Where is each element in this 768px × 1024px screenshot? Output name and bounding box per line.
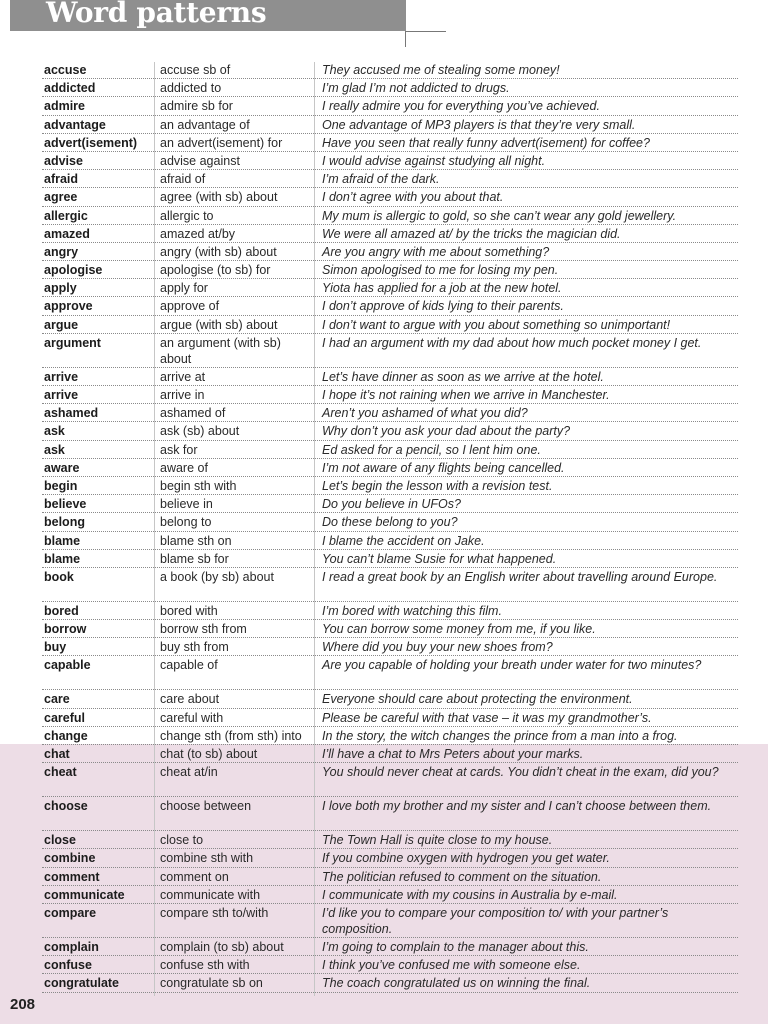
example-sentence: I’m bored with watching this film. (322, 603, 502, 618)
table-row (42, 956, 738, 974)
example-sentence: I’ll have a chat to Mrs Peters about your marks. (322, 747, 584, 761)
pattern: confuse sth with (160, 958, 250, 973)
pattern: complain (to sb) about (160, 939, 284, 954)
pattern: allergic to (160, 208, 214, 223)
example-sentence: I’m not aware of any flights being cancelled. (322, 460, 565, 475)
pattern: borrow sth from (160, 622, 247, 637)
pattern: an argument (with sb) about (160, 335, 281, 366)
table-row (42, 938, 738, 956)
table-row (42, 656, 738, 690)
example-sentence: If you combine oxygen with hydrogen you get water. (322, 851, 610, 866)
headword: bored (44, 603, 79, 618)
table-row (42, 368, 738, 386)
pattern: begin sth with (160, 478, 237, 493)
pattern: apply for (160, 281, 208, 296)
example-sentence: Yiota has applied for a job at the new hotel. (322, 281, 562, 296)
pattern: approve of (160, 299, 220, 314)
headword: combine (44, 851, 96, 866)
table-row (42, 261, 738, 279)
example-sentence: The Town Hall is quite close to my house. (322, 833, 553, 848)
example-sentence: The coach congratulated us on winning the final. (322, 976, 591, 991)
pattern: agree (with sb) about (160, 190, 278, 205)
table-row (42, 207, 738, 225)
example-sentence: Where did you buy your new shoes from? (322, 640, 553, 655)
pattern: change sth (from sth) into (160, 728, 302, 743)
table-row (42, 868, 738, 886)
example-sentence: You can borrow some money from me, if you like. (322, 622, 596, 637)
example-sentence: I had an argument with my dad about how much pocket money I get. (322, 335, 702, 350)
table-row (42, 243, 738, 261)
headword: afraid (44, 172, 79, 187)
table-row (42, 441, 738, 459)
table-row (42, 459, 738, 477)
headword: cheat (44, 765, 77, 780)
pattern: careful with (160, 710, 224, 725)
pattern: an advert(isement) for (160, 135, 283, 150)
example-sentence: I’m glad I’m not addicted to drugs. (322, 81, 510, 96)
pattern: amazed at/by (160, 226, 236, 241)
pattern: choose between (160, 799, 252, 814)
pattern: arrive at (160, 369, 206, 384)
example-sentence: Aren’t you ashamed of what you did? (322, 406, 528, 421)
headword: advise (44, 153, 83, 168)
example-sentence: Let’s have dinner as soon as we arrive at the hotel. (322, 369, 604, 384)
headword: close (44, 833, 76, 848)
pattern: close to (160, 833, 204, 848)
table-row (42, 225, 738, 243)
headword: buy (44, 640, 67, 655)
pattern: a book (by sb) about (160, 569, 274, 584)
headword: confuse (44, 958, 92, 973)
table-row (42, 797, 738, 831)
example-sentence: I read a great book by an English writer about travelling around Europe. (322, 569, 718, 584)
headword: addicted (44, 81, 96, 96)
pattern: angry (with sb) about (160, 244, 277, 259)
example-sentence: I’d like you to compare your composition to/ with your partner’s composition. (322, 905, 669, 936)
pattern: believe in (160, 497, 213, 512)
table-row (42, 532, 738, 550)
table-row (42, 495, 738, 513)
example-sentence: I don’t agree with you about that. (322, 190, 504, 205)
table-row (42, 690, 738, 708)
example-sentence: I would advise against studying all night. (322, 153, 546, 168)
table-row (42, 61, 738, 79)
table-row (42, 477, 738, 495)
pattern: belong to (160, 515, 212, 530)
example-sentence: I don’t want to argue with you about something so unimportant! (322, 317, 671, 332)
table-row (42, 904, 738, 938)
table-row (42, 886, 738, 904)
example-sentence: Do these belong to you? (322, 515, 458, 530)
pattern: ashamed of (160, 406, 226, 421)
example-sentence: In the story, the witch changes the prince from a man into a frog. (322, 728, 678, 743)
table-row (42, 568, 738, 602)
headword: belong (44, 515, 85, 530)
table-row (42, 170, 738, 188)
table-row (42, 974, 738, 992)
headword: choose (44, 799, 88, 814)
header-rule (406, 31, 446, 32)
table-row (42, 745, 738, 763)
headword: argue (44, 317, 79, 332)
example-sentence: I don’t approve of kids lying to their parents. (322, 299, 564, 314)
pattern: capable of (160, 658, 218, 673)
table-row (42, 550, 738, 568)
headword: capable (44, 658, 91, 673)
example-sentence: I’m going to complain to the manager about this. (322, 939, 589, 954)
example-sentence: Let’s begin the lesson with a revision test. (322, 478, 553, 493)
example-sentence: I communicate with my cousins in Australia by e-mail. (322, 887, 618, 902)
headword: communicate (44, 887, 125, 902)
example-sentence: Are you angry with me about something? (322, 244, 550, 259)
headword: chat (44, 747, 70, 761)
headword: comment (44, 869, 100, 884)
table-row (42, 279, 738, 297)
headword: agree (44, 190, 78, 205)
header-bar (10, 0, 406, 31)
example-sentence: Are you capable of holding your breath under water for two minutes? (322, 658, 702, 673)
pattern: ask (sb) about (160, 424, 240, 439)
example-sentence: You should never cheat at cards. You didn’t cheat in the exam, did you? (322, 765, 719, 780)
headword: ask (44, 442, 65, 457)
headword: borrow (44, 622, 87, 637)
table-row (42, 422, 738, 440)
headword: arrive (44, 369, 79, 384)
example-sentence: Why don’t you ask your dad about the party? (322, 424, 571, 439)
headword: allergic (44, 208, 88, 223)
header-tick (405, 31, 406, 47)
headword: admire (44, 99, 85, 114)
table-row (42, 316, 738, 334)
table-row (42, 152, 738, 170)
headword: advert(isement) (44, 135, 138, 150)
headword: apologise (44, 263, 103, 278)
headword: approve (44, 299, 93, 314)
pattern: afraid of (160, 172, 206, 187)
pattern: chat (to sb) about (160, 747, 258, 761)
pattern: communicate with (160, 887, 261, 902)
table-row (42, 97, 738, 115)
pattern: blame sb for (160, 551, 229, 566)
table-row (42, 831, 738, 849)
pattern: an advantage of (160, 117, 250, 132)
pattern: apologise (to sb) for (160, 263, 271, 278)
headword: care (44, 692, 70, 707)
headword: advantage (44, 117, 106, 132)
pattern: buy sth from (160, 640, 229, 655)
headword: aware (44, 460, 80, 475)
table-row (42, 188, 738, 206)
example-sentence: Do you believe in UFOs? (322, 497, 461, 512)
headword: change (44, 728, 88, 743)
word-patterns-table (42, 61, 738, 993)
example-sentence: The politician refused to comment on the situation. (322, 869, 602, 884)
headword: arrive (44, 388, 79, 402)
table-row (42, 116, 738, 134)
headword: congratulate (44, 976, 120, 991)
table-row (42, 849, 738, 867)
headword: begin (44, 478, 78, 493)
table-row (42, 334, 738, 368)
pattern: compare sth to/with (160, 905, 269, 920)
headword: blame (44, 533, 81, 548)
example-sentence: I’m afraid of the dark. (322, 172, 440, 187)
headword: amazed (44, 226, 90, 241)
headword: compare (44, 905, 97, 920)
table-row (42, 602, 738, 620)
table-row (42, 727, 738, 745)
headword: complain (44, 939, 99, 954)
headword: book (44, 569, 74, 584)
pattern: comment on (160, 869, 229, 884)
example-sentence: I think you’ve confused me with someone else. (322, 958, 581, 973)
pattern: argue (with sb) about (160, 317, 278, 332)
pattern: addicted to (160, 81, 222, 96)
table-row (42, 404, 738, 422)
table-row (42, 297, 738, 315)
headword: argument (44, 335, 101, 350)
example-sentence: Everyone should care about protecting the environment. (322, 692, 633, 707)
example-sentence: I blame the accident on Jake. (322, 533, 485, 548)
example-sentence: My mum is allergic to gold, so she can’t wear any gold jewellery. (322, 208, 677, 223)
headword: ask (44, 424, 65, 439)
table-row (42, 763, 738, 797)
example-sentence: They accused me of stealing some money! (322, 63, 560, 77)
headword: careful (44, 710, 85, 725)
pattern: arrive in (160, 388, 205, 402)
headword: apply (44, 281, 77, 296)
pattern: ask for (160, 442, 198, 457)
pattern: blame sth on (160, 533, 232, 548)
table-row (42, 513, 738, 531)
example-sentence: Please be careful with that vase – it was my grandmother’s. (322, 710, 652, 725)
table-row (42, 638, 738, 656)
table-row (42, 386, 738, 404)
headword: angry (44, 244, 79, 259)
pattern: accuse sb of (160, 63, 231, 77)
pattern: aware of (160, 460, 208, 475)
headword: ashamed (44, 406, 99, 421)
example-sentence: We were all amazed at/ by the tricks the magician did. (322, 226, 621, 241)
page-number: 208 (10, 996, 36, 1013)
example-sentence: I really admire you for everything you’ve achieved. (322, 99, 600, 114)
pattern: advise against (160, 153, 240, 168)
table-row (42, 709, 738, 727)
headword: blame (44, 551, 81, 566)
headword: believe (44, 497, 87, 512)
example-sentence: Ed asked for a pencil, so I lent him one. (322, 442, 541, 457)
example-sentence: You can’t blame Susie for what happened. (322, 551, 557, 566)
table-row (42, 79, 738, 97)
table-row (42, 620, 738, 638)
pattern: bored with (160, 603, 218, 618)
example-sentence: Simon apologised to me for losing my pen. (322, 263, 559, 278)
pattern: admire sb for (160, 99, 233, 114)
headword: accuse (44, 63, 87, 77)
table-row (42, 134, 738, 152)
example-sentence: I hope it’s not raining when we arrive in Manchester. (322, 388, 610, 402)
example-sentence: One advantage of MP3 players is that they’re very small. (322, 117, 636, 132)
page-title: Word patterns (46, 0, 267, 29)
pattern: congratulate sb on (160, 976, 263, 991)
example-sentence: Have you seen that really funny advert(isement) for coffee? (322, 135, 650, 150)
example-sentence: I love both my brother and my sister and I can’t choose between them. (322, 799, 712, 814)
pattern: cheat at/in (160, 765, 218, 780)
pattern: care about (160, 692, 220, 707)
pattern: combine sth with (160, 851, 254, 866)
